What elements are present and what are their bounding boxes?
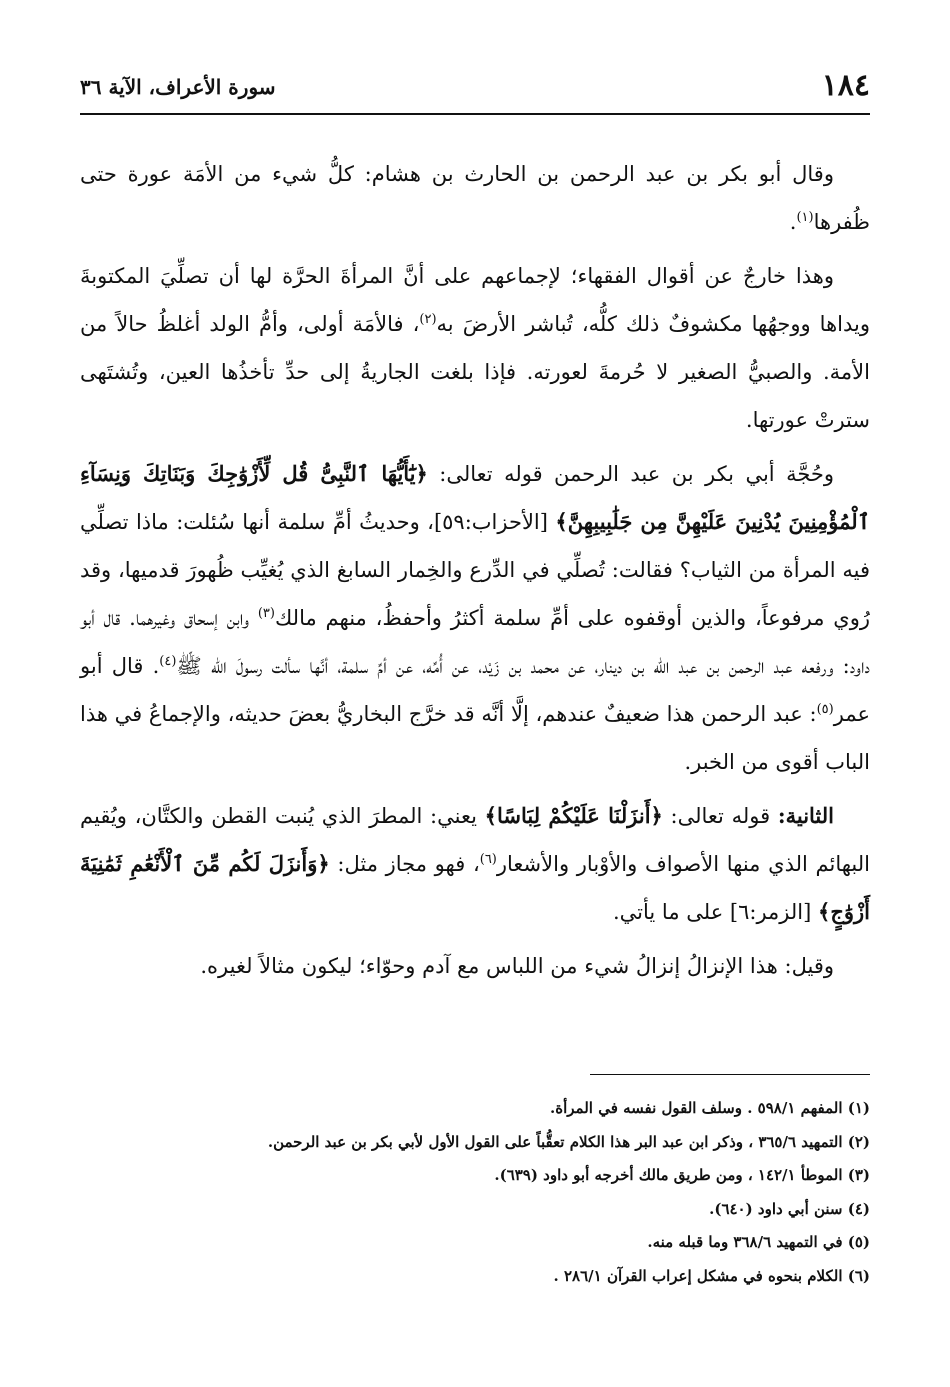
text-run: وقيل: هذا الإنزالُ إنزالُ شيء من اللباس مع آدم وحوّاء؛ ليكون مثالاً لغيره. [200,954,834,978]
text-run: يعني: المطرَ الذي يُنبت القطن والكتَّان، ويُقيم البهائم الذي منها الأصواف والأوْبار والأشعار [80,804,870,876]
text-run: ، فالأمَة أولى، وأمُّ الولد أغلظُ حالاً من الأمة. والصبيُّ الصغير لا حُرمةَ لعورته. فإذا بلغت الجاريةُ إلى حدِّ تأخذُها العين، وتُشتَهى سترتْ عورتها. [80,312,870,432]
footnote-2: (٢) التمهيد ٣٦٥/٦ ، وذكر ابن عبد البر هذا الكلام تعقُّباً على القول الأول لأبي بكر بن عبد الرحمن. [267,1132,870,1151]
quran-verse: ﴿أَنزَلْنَا عَلَيْكُمْ لِبَاسًا﴾ [484,803,663,828]
page-header [80,66,870,110]
text-run: [الزمر:٦] على ما يأتي. [612,900,812,924]
footnote-4: (٤) سنن أبي داود (٦٤٠). [709,1199,870,1218]
footnote-ref: (٢) [419,312,437,327]
text-run: وهذا خارجٌ عن أقوال الفقهاء؛ لإجماعهم على أنَّ المرأةَ الحرَّة لها أن تصلِّيَ المكتوبةَ ويداها ووجهُها مكشوفٌ ذلك كلُّه، تُباشر الأرضَ به [80,264,870,336]
text-run: وابن إسحاق وغيرهما. قال أبو داود: ورفعه عبد الرحمن بن عبد الله بن دينار، عن محمد بن زَيْد، عن أُمِّه، عن أمِّ سلمة، أنَّها سألت رسولَ الله ﷺ [80,606,871,678]
text-run: [الأحزاب:٥٩]، وحديثُ أمِّ سلمة أنها سُئلت: ماذا تصلِّي فيه المرأة من الثياب؟ فقالت: تُصلِّي في الدِّرع والخِمار السابغ الذي يُغيِّب ظُهورَ قدميها، وقد رُوي مرفوعاً، والذين أوقفوه على أمِّ سلمة أكثرُ وأحفظُ، منهم مالك [80,510,870,630]
paragraph-3 [80,450,870,786]
text-run: : عبد الرحمن هذا ضعيفٌ عندهم، إلَّا أنَّه قد خرَّج البخاريُّ بعضَ حديثه، والإجماعُ في هذا الباب أقوى من الخبر. [80,702,870,774]
page-number: ١٨٤ [821,68,870,103]
main-text [80,150,870,996]
text-run: وقال أبو بكر بن عبد الرحمن بن الحارث بن هشام: كلُّ شيء من الأمَة عورة حتى ظُفرها [80,162,870,234]
footnote-5: (٥) في التمهيد ٣٦٨/٦ وما قبله منه. [647,1233,870,1251]
running-title: سورة الأعراف، الآية ٣٦ [80,75,276,99]
header-rule [80,113,870,115]
text-run: قوله تعالى: [670,804,771,828]
quran-verse: ﴿يَٰٓأَيُّهَا ٱلنَّبِىُّ قُل لِّأَزْوَٰجِكَ وَبَنَاتِكَ وَنِسَآءِ ٱلْمُؤْمِنِينَ يُدْنِينَ عَلَيْهِنَّ مِن جَلَٰبِيبِهِنَّ﴾ [80,461,870,534]
text-run: وحُجَّة أبي بكر بن عبد الرحمن قوله تعالى: [439,462,835,486]
text-run: . [789,210,797,234]
footnote-6: (٦) الكلام بنحوه في مشكل إعراب القرآن ٢٨٦/١ . [553,1266,870,1285]
footnote-ref: (٦) [479,852,497,867]
footnote-ref: (١) [796,210,814,225]
footnote-ref: (٤) [159,654,177,669]
footnote-3: (٣) الموطأ ١٤٢/١ ، ومن طريق مالك أخرجه أبو داود (٦٣٩). [494,1166,870,1184]
paragraph-1 [80,150,870,246]
footnote-1: (١) المفهم ٥٩٨/١ . وسلف القول نفسه في المرأة. [550,1099,870,1117]
paragraph-5 [80,942,870,990]
text-run: ، فهو مجاز مثل: [337,852,480,876]
paragraph-2 [80,252,870,444]
section-lead: الثانية: [777,803,835,828]
footnote-separator [590,1074,870,1075]
paragraph-4 [80,792,870,936]
footnotes [80,1092,870,1293]
footnote-ref: (٣) [257,606,275,621]
text-run: . قال أبو عمر [80,654,870,726]
quran-verse: ﴿وَأَنزَلَ لَكُم مِّنَ ٱلْأَنْعَٰمِ ثَمَٰنِيَةَ أَزْوَٰجٍ﴾ [80,851,870,924]
footnote-ref: (٥) [816,702,834,717]
